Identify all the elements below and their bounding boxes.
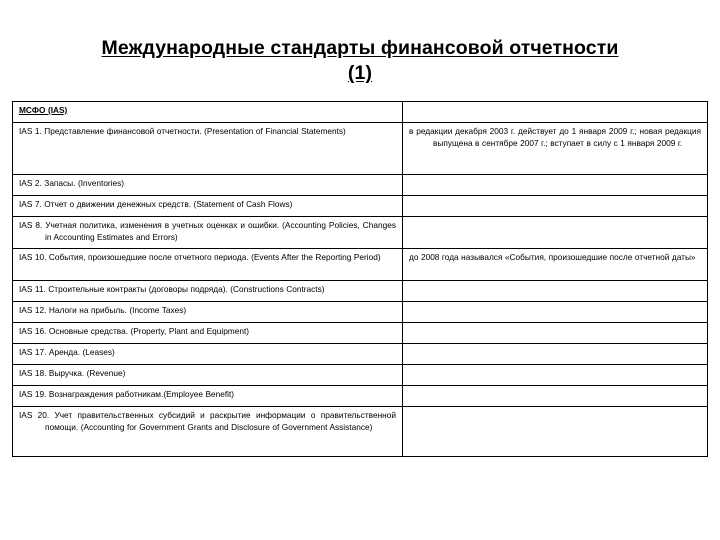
standard-text: IAS 17. Аренда. (Leases) [19,347,115,357]
standard-cell [13,281,403,302]
note-cell [403,217,708,249]
table-row [13,386,708,407]
note-text: в редакции декабря 2003 г. действует до 1 января 2009 г.; новая редакция выпущена в сентябре 2007 г.; вступает в силу с 1 января 2009 г. [409,126,701,148]
table-row [13,407,708,457]
column-header-standards [13,102,403,123]
standard-text: IAS 1. Представление финансовой отчетности. (Presentation of Financial Statements) [19,126,346,136]
standard-cell [13,217,403,249]
note-cell [403,344,708,365]
standard-cell [13,365,403,386]
standard-text: IAS 8. Учетная политика, изменения в учетных оценках и ошибки. (Accounting Policies, Changes in Accounting Estimates and Errors) [19,220,396,242]
table-row [13,323,708,344]
note-text: до 2008 года назывался «События, произошедшие после отчетной даты» [409,252,696,262]
note-cell [403,407,708,457]
note-cell [403,281,708,302]
column-header-standards-label: МСФО (IAS) [19,105,68,115]
standard-text: IAS 16. Основные средства. (Property, Plant and Equipment) [19,326,250,336]
standard-cell [13,407,403,457]
standard-text: IAS 20. Учет правительственных субсидий и раскрытие информации о правительственной помощи. (Accounting for Government Grants and Disclosure of Government Assistance) [19,410,396,432]
table-row [13,281,708,302]
title-line-primary: Международные стандарты финансовой отчетности [101,37,619,59]
standard-cell [13,344,403,365]
note-cell [403,323,708,344]
standard-text: IAS 7. Отчет о движении денежных средств. (Statement of Cash Flows) [19,199,293,209]
standard-cell [13,196,403,217]
standard-cell [13,249,403,281]
standard-text: IAS 11. Строительные контракты (договоры подряда). (Constructions Contracts) [19,284,325,294]
column-header-notes [403,102,708,123]
note-cell [403,249,708,281]
standard-cell [13,386,403,407]
standard-cell [13,123,403,175]
table-row [13,175,708,196]
note-cell [403,123,708,175]
title-line-secondary: (1) [347,62,373,84]
standard-cell [13,302,403,323]
table-row [13,302,708,323]
standard-text: IAS 2. Запасы. (Inventories) [19,178,125,188]
table-header-row [13,102,708,123]
standard-text: IAS 10. События, произошедшие после отчетного периода. (Events After the Reporting Period) [19,252,381,262]
table-row [13,344,708,365]
note-cell [403,302,708,323]
ias-standards-table [12,101,708,457]
table-row [13,196,708,217]
note-cell [403,196,708,217]
table-row [13,217,708,249]
table-row [13,249,708,281]
standard-text: IAS 19. Вознаграждения работникам.(Employee Benefit) [19,389,235,399]
page-title [0,36,720,86]
standard-cell [13,323,403,344]
standard-text: IAS 18. Выручка. (Revenue) [19,368,126,378]
note-cell [403,365,708,386]
note-cell [403,175,708,196]
note-cell [403,386,708,407]
table-row [13,123,708,175]
standard-text: IAS 12. Налоги на прибыль. (Income Taxes) [19,305,187,315]
standard-cell [13,175,403,196]
table-row [13,365,708,386]
